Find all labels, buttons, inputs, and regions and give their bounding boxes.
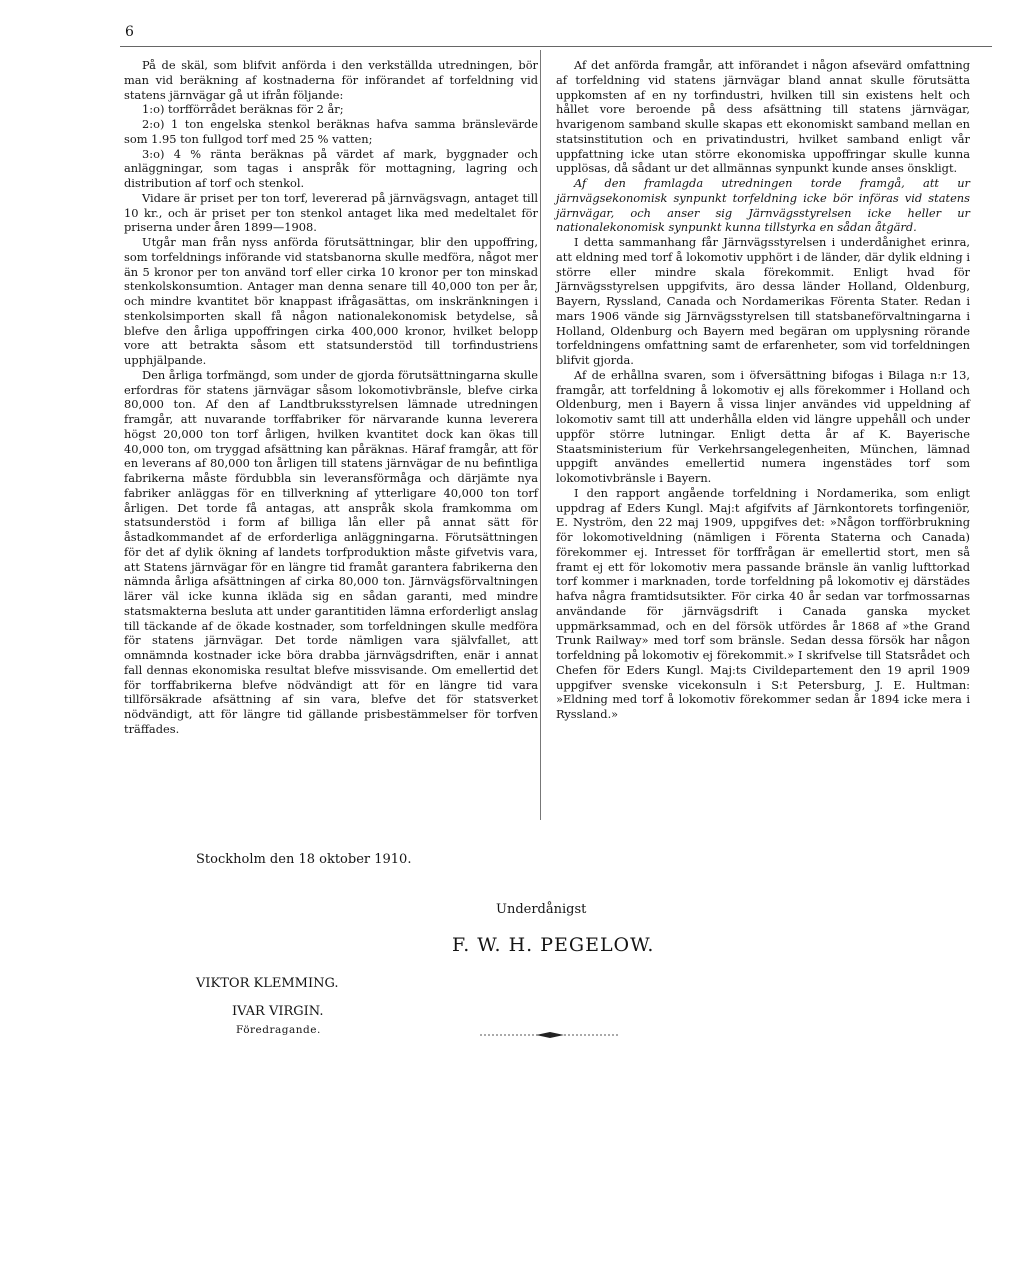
right-column bbox=[556, 58, 970, 722]
page-number: 6 bbox=[125, 24, 134, 40]
paragraph: Af de erhållna svaren, som i öfversättning bifogas i Bilaga n:r 13, framgår, att torfeldning å lokomotiv ej alls förekommer i Holland och Oldenburg, men i Bayern å vissa linjer användes vid uppeldning af lokomotiv samt till att underhålla elden vid längre uppehåll och under uppför större lutningar. Enligt detta år af K. Bayerische Staatsministerium für Verkehrsangelegenheiten, München, lämnad uppgift användes emellertid numera ingenstädes torf som lokomotivbränsle i Bayern. bbox=[556, 367, 970, 485]
role-label: Föredragande. bbox=[236, 1024, 321, 1036]
paragraph: I detta sammanhang får Järnvägsstyrelsen i underdånighet erinra, att eldning med torf å lokomotiv upphört i de länder, där dylik eldning i större eller mindre skala förekommit. Enligt hvad för Järnvägsstyrelsen uppgifvits, äro dessa länder Holland, Oldenburg, Bayern, Ryssland, Canada och Nordamerikas Förenta Stater. Redan i mars 1906 vände sig Järnvägsstyrelsen till statsbaneförvaltningarna i Holland, Oldenburg och Bayern med begäran om upplysning rörande torfeldningens omfattning samt de erfarenheter, som vid torfeldningen blifvit gjorda. bbox=[556, 235, 970, 367]
paragraph: På de skäl, som blifvit anförda i den verkställda utredningen, bör man vid beräkning af kostnaderna för införandet af torfeldning vid statens järnvägar gå ut ifrån följande: bbox=[124, 58, 538, 102]
header-rule bbox=[120, 46, 992, 47]
main-signatory: F. W. H. PEGELOW. bbox=[452, 934, 655, 956]
underdanigst-label: Underdånigst bbox=[496, 902, 587, 917]
left-column bbox=[124, 58, 538, 737]
column-divider bbox=[540, 50, 541, 820]
place-date: Stockholm den 18 oktober 1910. bbox=[196, 852, 412, 867]
paragraph: I den rapport angående torfeldning i Nordamerika, som enligt uppdrag af Eders Kungl. Maj:t afgifvits af Järnkontorets torfingeniör, E. Nyström, den 22 maj 1909, uppgifves det: »Någon torfförbrukning för lokomotiveldning (nämligen i Förenta Staterna och Canada) förekommer ej. Intresset för torffrågan är emellertid stort, men så framt ej ett för lokomotiv mera passande bränsle än vanlig lufttorkad torf kommer i marknaden, torde torfeldning på lokomotiv ej därstädes hafva några framtidsutsikter. För cirka 40 år sedan var torfmossarnas användande för järnvägsdrift i Canada ganska mycket uppmärksammad, och en del försök utfördes år 1868 af »the Grand Trunk Railway» med torf som bränsle. Sedan dessa försök har någon torfeldning på lokomotiv ej förekommit.» I skrifvelse till Statsrådet och Chefen för Eders Kungl. Maj:ts Civildepartement den 19 april 1909 uppgifver svenske vicekonsuln i S:t Petersburg, J. E. Hultman: »Eldning med torf å lokomotiv förekommer sedan år 1894 icke mera i Ryssland.» bbox=[556, 485, 970, 721]
paragraph: Vidare är priset per ton torf, levererad på järnvägsvagn, antaget till 10 kr., och är priset per ton stenkol antaget lika med medeltalet för priserna under åren 1899—1908. bbox=[124, 190, 538, 235]
paragraph-italic bbox=[556, 176, 970, 235]
ornament-rule bbox=[480, 1030, 620, 1040]
list-item: 1:o) torfförrådet beräknas för 2 år; bbox=[142, 102, 344, 117]
list-item: 3:o) 4 % ränta beräknas på värdet af mark, byggnader och anläggningar, som tagas i anspråk för mottagning, lagring och distribution af torf och stenkol. bbox=[124, 146, 538, 190]
italic-text: Af den framlagda utredningen torde framgå, att ur järnvägsekonomisk synpunkt torfeldning icke bör införas vid statens järnvägar, och anser sig Järnvägsstyrelsen icke heller ur nationalekonomisk synpunkt kunna tillstyrka en sådan åtgärd. bbox=[556, 176, 970, 235]
signatory-klemming: VIKTOR KLEMMING. bbox=[196, 976, 339, 991]
paragraph: Af det anförda framgår, att införandet i någon afsevärd omfattning af torfeldning vid statens järnvägar bland annat skulle förutsätta uppkomsten af en ny torfindustri, hvilken till sin existens helt och hållet vore beroende på dess afsättning till statens järnvägar, hvarigenom samband skulle skapas ett ekonomiskt samband mellan en statsinstitution och en privatindustri, hvilket samband enligt vår uppfattning icke utan större ekonomiska uppoffringar skulle kunna upplösas, då sådant ur det allmännas synpunkt kunde anses önskligt. bbox=[556, 58, 970, 176]
list-item: 2:o) 1 ton engelska stenkol beräknas hafva samma bränslevärde som 1.95 ton fullgod torf med 25 % vatten; bbox=[124, 117, 538, 146]
paragraph: Utgår man från nyss anförda förutsättningar, blir den uppoffring, som torfeldnings införande vid statsbanorna skulle medföra, något mer än 5 kronor per ton använd torf eller cirka 10 kronor per ton minskad stenkolskonsumtion. Antager man denna senare till 40,000 ton per år, och mindre kvantitet bör knappast ifrågasättas, om inskränkningen i stenkolsimporten skall få någon nationalekonomisk betydelse, så blefve den årliga uppoffringen cirka 400,000 kronor, hvilket belopp vore att betrakta såsom ett statsunderstöd till torfindustriens upphjälpande. bbox=[124, 235, 538, 367]
paragraph: Den årliga torfmängd, som under de gjorda förutsättningarna skulle erfordras för statens järnvägar såsom lokomotivbränsle, blefve cirka 80,000 ton. Af den af Landtbruksstyrelsen lämnade utredningen framgår, att nuvarande torffabriker för närvarande kunna leverera högst 20,000 ton torf årligen, hvilken kvantitet dock kan ökas till 40,000 ton, om tryggad afsättning kan påräknas. Häraf framgår, att för en leverans af 80,000 ton årligen till statens järnvägar de nu befintliga fabrikerna måste fördubbla sin leveransförmåga och därjämte nya fabriker anläggas för en tillverkning af ytterligare 40,000 ton torf årligen. Det torde få antagas, att anspråk skola framkomma om statsunderstöd i form af billiga lån eller på annat sätt för åstadkommandet af de erforderliga anläggningarna. Förutsättningen för det af dylik ökning af landets torfproduktion måste gifvetvis vara, att Statens järnvägar för en längre tid framåt garantera fabrikerna den nämnda årliga afsättningen af cirka 80,000 ton. Järnvägsförvaltningen lärer väl icke kunna ikläda sig en sådan garanti, med mindre statsmakterna besluta att under garantitiden lämna erforderligt anslag till täckande af de ökade kostnader, som torfeldningen skulle medföra för statens järnvägar. Det torde nämligen vara självfallet, att omnämnda kostnader icke böra drabba järnvägsdriften, enär i annat fall dennas ekonomiska resultat blefve missvisande. Om emellertid det för torffabrikerna blefve nödvändigt att för en längre tid vara tillförsäkrade afsättning af sin vara, blefve det för statsverket nödvändigt, att för längre tid gällande prisbestämmelser för torfven träffades. bbox=[124, 367, 538, 736]
signatory-virgin: IVAR VIRGIN. bbox=[232, 1004, 324, 1019]
